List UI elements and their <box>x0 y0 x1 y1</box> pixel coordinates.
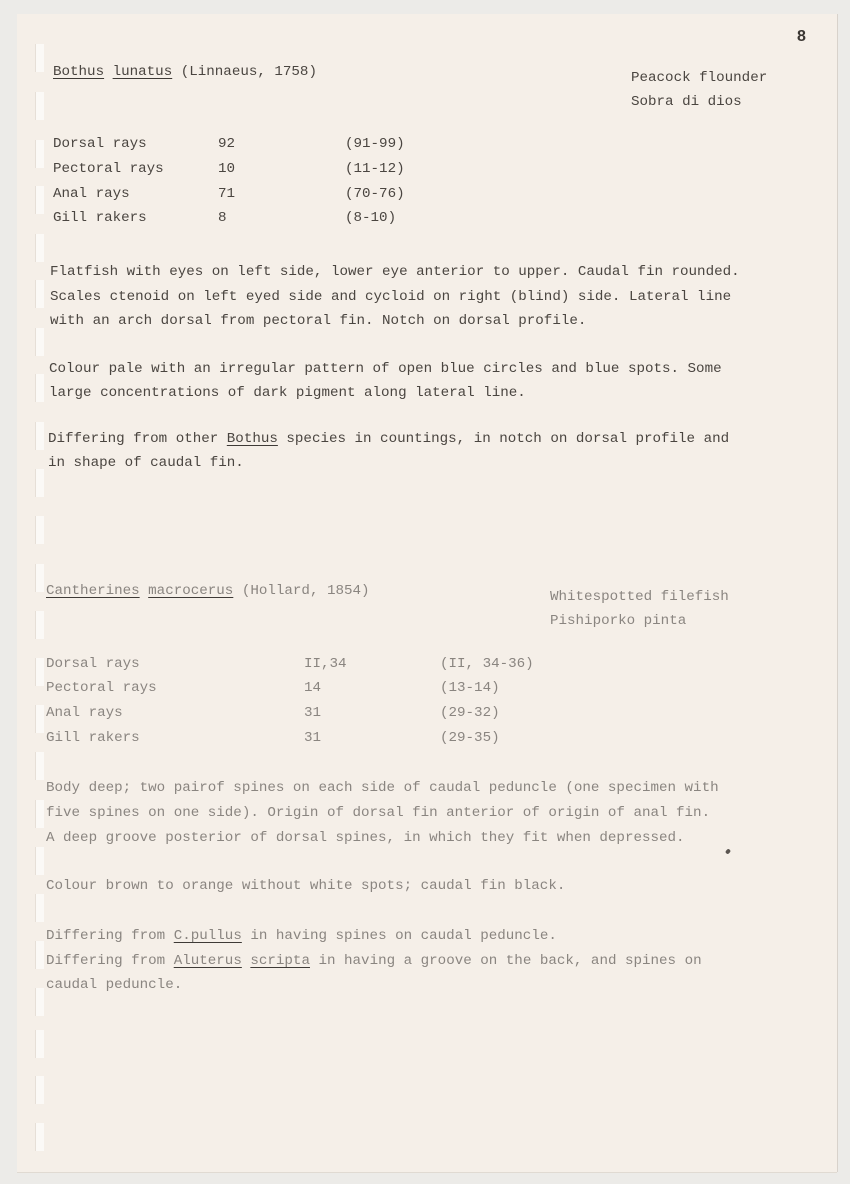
binding-hole <box>35 469 44 497</box>
count-value: 8 <box>218 210 227 226</box>
text-line <box>48 427 729 451</box>
text-line: in shape of caudal fin. <box>48 455 244 471</box>
binding-hole <box>35 516 44 544</box>
count-range: (11-12) <box>345 161 405 177</box>
count-label: Pectoral rays <box>53 161 164 177</box>
species-name: C.pullus <box>173 928 242 944</box>
text-line: Scales ctenoid on left eyed side and cycloid on right (blind) side. Lateral line <box>50 289 732 305</box>
binding-hole <box>35 140 44 168</box>
text-line <box>46 949 702 973</box>
count-value: 92 <box>218 136 236 152</box>
species-epithet: lunatus <box>112 64 173 80</box>
binding-hole <box>35 1076 44 1104</box>
binding-hole <box>35 564 44 592</box>
text-fragment: Differing from <box>46 953 174 969</box>
common-name-english: Peacock flounder <box>631 70 768 86</box>
genus-name: Bothus <box>226 431 278 447</box>
count-range: (70-76) <box>345 186 405 202</box>
common-name-english: Whitespotted filefish <box>550 589 729 605</box>
text-line: five spines on one side). Origin of dorsal fin anterior of origin of anal fin. <box>46 805 711 821</box>
species-epithet: macrocerus <box>148 583 234 599</box>
text-fragment: Differing from <box>46 928 174 944</box>
binding-hole <box>35 800 44 828</box>
binding-hole <box>35 44 44 72</box>
binding-hole <box>35 658 44 686</box>
species-authority: (Hollard, 1854) <box>241 583 370 599</box>
count-range: (13-14) <box>440 680 500 696</box>
count-range: (91-99) <box>345 136 405 152</box>
text-line: Colour pale with an irregular pattern of open blue circles and blue spots. Some <box>49 361 722 377</box>
count-value: 71 <box>218 186 236 202</box>
text-line: A deep groove posterior of dorsal spines, in which they fit when depressed. <box>46 830 685 846</box>
binding-hole <box>35 847 44 875</box>
count-value: 10 <box>218 161 236 177</box>
text-line: Flatfish with eyes on left side, lower eye anterior to upper. Caudal fin rounded. <box>50 264 740 280</box>
binding-hole <box>35 328 44 356</box>
page-number: 8 <box>797 28 806 45</box>
binding-hole <box>35 92 44 120</box>
count-range: (29-35) <box>440 730 500 746</box>
binding-hole <box>35 1030 44 1058</box>
binding-hole <box>35 941 44 969</box>
binding-hole <box>35 611 44 639</box>
count-range: (8-10) <box>345 210 397 226</box>
binding-hole <box>35 422 44 450</box>
count-label: Gill rakers <box>53 210 147 226</box>
text-fragment: in having a groove on the back, and spines on <box>309 953 702 969</box>
count-value: 31 <box>304 705 322 721</box>
binding-hole <box>35 234 44 262</box>
genus-name: Bothus <box>53 64 105 80</box>
binding-hole <box>35 894 44 922</box>
text-fragment: in having spines on caudal peduncle. <box>241 928 557 944</box>
count-value: II,34 <box>304 656 347 672</box>
genus-name: Aluterus <box>173 953 242 969</box>
text-fragment: species in countings, in notch on dorsal profile and <box>277 431 730 447</box>
binding-hole <box>35 186 44 214</box>
count-label: Dorsal rays <box>53 136 147 152</box>
binding-hole <box>35 1123 44 1151</box>
common-name-local: Sobra di dios <box>631 94 742 110</box>
binding-hole <box>35 988 44 1016</box>
common-name-local: Pishiporko pinta <box>550 613 687 629</box>
text-line <box>46 924 557 948</box>
species-title <box>53 60 317 84</box>
binding-hole <box>35 752 44 780</box>
count-range: (29-32) <box>440 705 500 721</box>
count-label: Pectoral rays <box>46 680 157 696</box>
species-title <box>46 579 370 603</box>
text-line: Colour brown to orange without white spots; caudal fin black. <box>46 878 566 894</box>
count-label: Anal rays <box>46 705 123 721</box>
text-fragment: Differing from other <box>48 431 227 447</box>
text-line: Body deep; two pairof spines on each side of caudal peduncle (one specimen with <box>46 780 719 796</box>
genus-name: Cantherines <box>46 583 140 599</box>
species-authority: (Linnaeus, 1758) <box>180 64 317 80</box>
count-value: 14 <box>304 680 322 696</box>
binding-hole <box>35 705 44 733</box>
binding-hole <box>35 280 44 308</box>
species-epithet: scripta <box>250 953 310 969</box>
count-label: Dorsal rays <box>46 656 140 672</box>
text-line: caudal peduncle. <box>46 977 183 993</box>
count-range: (II, 34-36) <box>440 656 534 672</box>
count-label: Anal rays <box>53 186 130 202</box>
binding-hole <box>35 374 44 402</box>
text-line: with an arch dorsal from pectoral fin. Notch on dorsal profile. <box>50 313 587 329</box>
count-label: Gill rakers <box>46 730 140 746</box>
text-line: large concentrations of dark pigment along lateral line. <box>49 385 526 401</box>
count-value: 31 <box>304 730 322 746</box>
